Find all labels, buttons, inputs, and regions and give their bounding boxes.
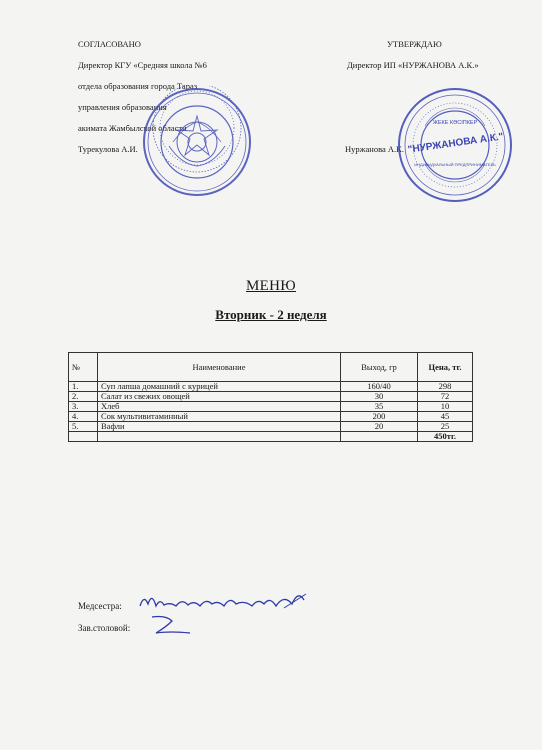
stamp-small-top: ЖЕКЕ КӘСІПКЕР [432, 120, 478, 126]
approve-title: УТВЕРЖДАЮ [387, 39, 442, 49]
total-name-cell [98, 432, 341, 442]
menu-table [68, 352, 473, 442]
approval-line: акимата Жамбылской области [78, 123, 187, 133]
row-name: Суп лапша домашний с курицей [98, 382, 341, 392]
row-num: 1. [69, 382, 98, 392]
table-row [69, 392, 473, 402]
table-row [69, 382, 473, 392]
total-price: 450тг. [418, 432, 473, 442]
row-price: 298 [418, 382, 473, 392]
stamp-center-text: "НУРЖАНОВА А.К." [407, 131, 505, 156]
approval-title: СОГЛАСОВАНО [78, 39, 141, 49]
row-weight: 30 [341, 392, 418, 402]
table-total-row [69, 432, 473, 442]
total-num-cell [69, 432, 98, 442]
menu-title: МЕНЮ [246, 278, 296, 294]
table-row [69, 412, 473, 422]
nurse-label: Медсестра: [78, 601, 122, 611]
row-name: Сок мультивитаминный [98, 412, 341, 422]
approve-line: Директор ИП «НУРЖАНОВА А.К.» [347, 60, 479, 70]
row-name: Хлеб [98, 402, 341, 412]
approve-name: Нуржанова А.К. [345, 144, 404, 154]
entrepreneur-seal-stamp [395, 86, 515, 204]
menu-subtitle: Вторник - 2 неделя [215, 307, 327, 322]
header-name: Наименование [98, 353, 341, 382]
row-weight: 200 [341, 412, 418, 422]
school-seal-stamp [141, 86, 253, 198]
approval-line: управления образования [78, 102, 167, 112]
table-row [69, 402, 473, 412]
row-num: 4. [69, 412, 98, 422]
row-price: 25 [418, 422, 473, 432]
approval-line: отдела образования города Тараз [78, 81, 198, 91]
row-num: 2. [69, 392, 98, 402]
row-name: Салат из свежих овощей [98, 392, 341, 402]
row-name: Вафли [98, 422, 341, 432]
approval-name: Турекулова А.И. [78, 144, 138, 154]
row-weight: 160/40 [341, 382, 418, 392]
header-price: Цена, тг. [418, 353, 473, 382]
table-row [69, 422, 473, 432]
approval-line: Директор КГУ «Средняя школа №6 [78, 60, 207, 70]
table-header-row [69, 353, 473, 382]
row-price: 45 [418, 412, 473, 422]
row-price: 72 [418, 392, 473, 402]
header-num: № [69, 353, 98, 382]
row-num: 3. [69, 402, 98, 412]
row-num: 5. [69, 422, 98, 432]
total-weight-cell [341, 432, 418, 442]
canteen-label: Зав.столовой: [78, 623, 131, 633]
row-price: 10 [418, 402, 473, 412]
nurse-signature [134, 588, 310, 616]
row-weight: 35 [341, 402, 418, 412]
canteen-signature [146, 613, 196, 637]
header-weight: Выход, гр [341, 353, 418, 382]
stamp-small-bottom: ИНДИВИДУАЛЬНЫЙ ПРЕДПРИНИМАТЕЛЬ [414, 162, 496, 167]
row-weight: 20 [341, 422, 418, 432]
